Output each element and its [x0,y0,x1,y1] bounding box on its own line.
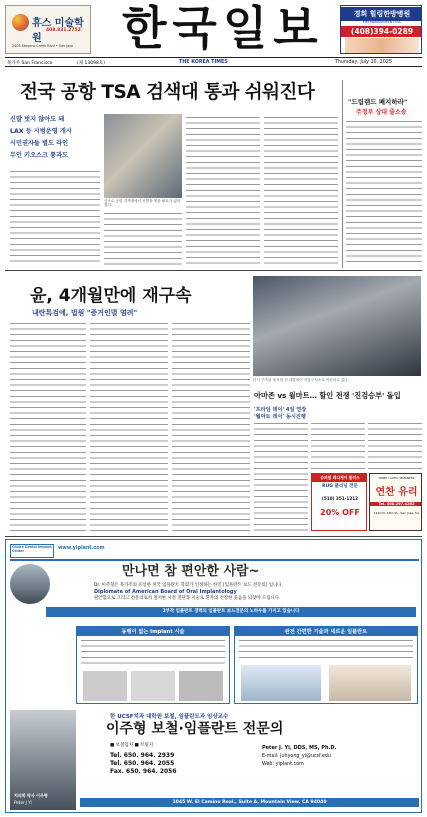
glass-ad-address: 1120 N. 14th St., San Jose, CA [373,511,420,515]
lead-photo [104,114,182,198]
lead-subhead-4: 무인 키오스크 통과도 [10,152,69,159]
left-ad-address: 2405 Stevens Creek Blvd • San Jose [12,44,74,48]
lead-subhead-2: LAX 등 시범운영 개시 [10,128,72,135]
issue-number: (제 13098호) [77,61,105,66]
rug-cleaning-ad[interactable] [311,473,367,531]
glass-ad-title: 연찬 유리 [375,487,418,498]
implant-tel2: Tel. 650. 964. 2055 [110,760,175,767]
implant-footer-headline: 한 UCSF치과 대학원 보철, 임플란트과 임상교수 [110,714,229,720]
story2-headline: 윤, 4개월만에 재구속 [30,286,192,306]
lead-body-col3 [186,114,260,266]
right-ad-sub: FIM MANAGEMENT INC [362,20,402,24]
side-headline: "드림랜드 폐지하라" [348,98,408,106]
rug-ad-phone: (510) 351-1212 [321,496,359,501]
palette-icon [12,14,29,31]
implant-bullets [94,583,414,602]
glass-ad-top: HOME / AUTO / BUSINESS [378,476,415,480]
section-divider-2 [5,536,422,537]
masthead-left-ad[interactable] [5,5,91,54]
lead-subheads [10,114,100,162]
implant-top-photo [10,564,50,604]
implant-xray-2 [131,671,175,701]
rug-ad-line1: 슈퍼필 레디케어 플러스 [312,474,367,482]
lead-subhead-1: 신발 벗지 않아도 돼 [10,116,65,123]
implant-left-title: 동행이 없는 Implant 시술 [77,627,229,636]
implant-right-title: 완전 간편한 기술과 새로운 임플란트 [235,627,417,636]
lead-body-col2 [104,210,182,266]
side-subhead: 주정부 상대 줄소송 [356,109,407,116]
right-ad-phone: (408)394-0289 [341,26,422,37]
story2-photo-caption: 다시 구속된 윤석열 전 대통령이 서울구치소로 이송되고 있다. [253,378,349,382]
side-body [346,118,422,266]
implant-web[interactable]: Web: yiplant.com [262,762,304,767]
glass-ad[interactable] [369,473,422,531]
edition-label: 북가주 San Francisco [7,61,53,66]
implant-banner: 2부작 임플란트 경력의 임플란트 보드전문의 노하우를 가지고 있습니다 [46,607,416,617]
implant-services: ■ 보철임치 ■ 브릿지 [110,743,154,748]
doctor-photo-sign: Peter J Yi [14,800,32,805]
story3-body-col1 [254,420,308,532]
story2-body-col1 [10,320,86,532]
implant-left-text [81,637,225,667]
right-ad-photo [345,38,419,53]
implant-address: 1045 W. El Camino Real., Suite A, Mountain View, CA 94040 [80,798,419,807]
implant-xray-3 [179,671,223,701]
implant-bullet-2: Diplomate of American Board of Oral Implantology [94,589,237,595]
implant-logo [10,544,54,558]
newspaper-title: 한국일보 [122,1,324,55]
rug-ad-badge: RUG 클리닝 전문 [322,484,358,489]
story2-body-col3 [172,320,250,532]
story3-headline: 아마존 vs 월마트… 할인 전쟁 '진검승부' 돌입 [254,391,401,400]
implant-device-img-2 [329,665,411,701]
glass-ad-phone: Tel. 408.297.4262 [370,502,422,506]
rug-ad-discount: 20% OFF [320,508,360,517]
implant-right-text [239,637,413,661]
story3-body-col3 [368,420,422,470]
implant-headline: 만나면 참 편안한 사람~ [122,564,260,579]
left-ad-brand: 휴스 미술학원 [32,18,84,44]
implant-logo-text: Choice Dental Implant Center [12,545,52,553]
implant-xray-1 [83,671,127,701]
implant-ad[interactable] [5,539,422,813]
lead-body-col4 [264,114,338,266]
implant-left-box [76,626,230,704]
masthead-bar [5,57,422,67]
lead-photo-caption: 앞으로 공항 검색대에서 신발을 벗을 필요가 없어졌다. [104,199,181,208]
lead-headline: 전국 공항 TSA 검색대 통과 쉬워진다 [20,82,315,103]
english-title: THE KOREA TIMES [179,60,228,65]
section-divider-1 [5,270,422,271]
story3-body-col2 [311,420,365,470]
masthead-right-ad[interactable] [340,5,422,54]
implant-bullet-3: 편안함으로 그리고 전문의로서 철저한 사전 진단과 시술로 환자의 건강한 웃음을 되찾아 드립니다. [94,595,281,601]
story3-subhead-2: '월마트 데이' 동시진행 [254,414,306,420]
left-ad-phone: 408.831.2752 [46,28,81,33]
doctor-photo-name: 치의학 박사 이주형 [14,793,48,798]
lead-body-col1 [10,168,100,266]
story2-subhead: 내란특검에, 법원 "증거인멸 염려" [32,309,138,317]
implant-right-box [234,626,418,704]
implant-dr-name: Peter J. Yi, DDS, MS, Ph.D. [262,745,337,751]
implant-url-bar [10,559,419,561]
column-divider [342,80,343,268]
implant-bullet-1: Dr. 이주형은 북가주의 유일한 미국 임플란트 학회가 인정하는 한인 [임플란트 보드 전문의] 입니다. [94,583,283,588]
story2-body-col2 [90,320,168,532]
implant-tel1: Tel. 650. 964. 2939 [110,752,175,759]
story2-photo [253,276,421,376]
implant-fax: Fax. 650. 964. 2056 [110,768,177,775]
implant-email[interactable]: E-mail: juhyong_yi@ucsf.edu [262,754,331,759]
lead-subhead-3: 시민권자들 별도 라인 [10,140,69,147]
implant-device-img-1 [241,665,321,701]
story3-subhead-1: '프라임 데이' 4일 연장 [254,407,307,413]
implant-url[interactable]: www.yiplant.com [58,546,105,551]
issue-date: Thursday, July 10, 2025 [335,60,392,65]
implant-name-title: 이주형 보철·임플란트 전문의 [106,721,284,737]
right-ad-name: 경희 힐링한방병원 [341,7,422,21]
